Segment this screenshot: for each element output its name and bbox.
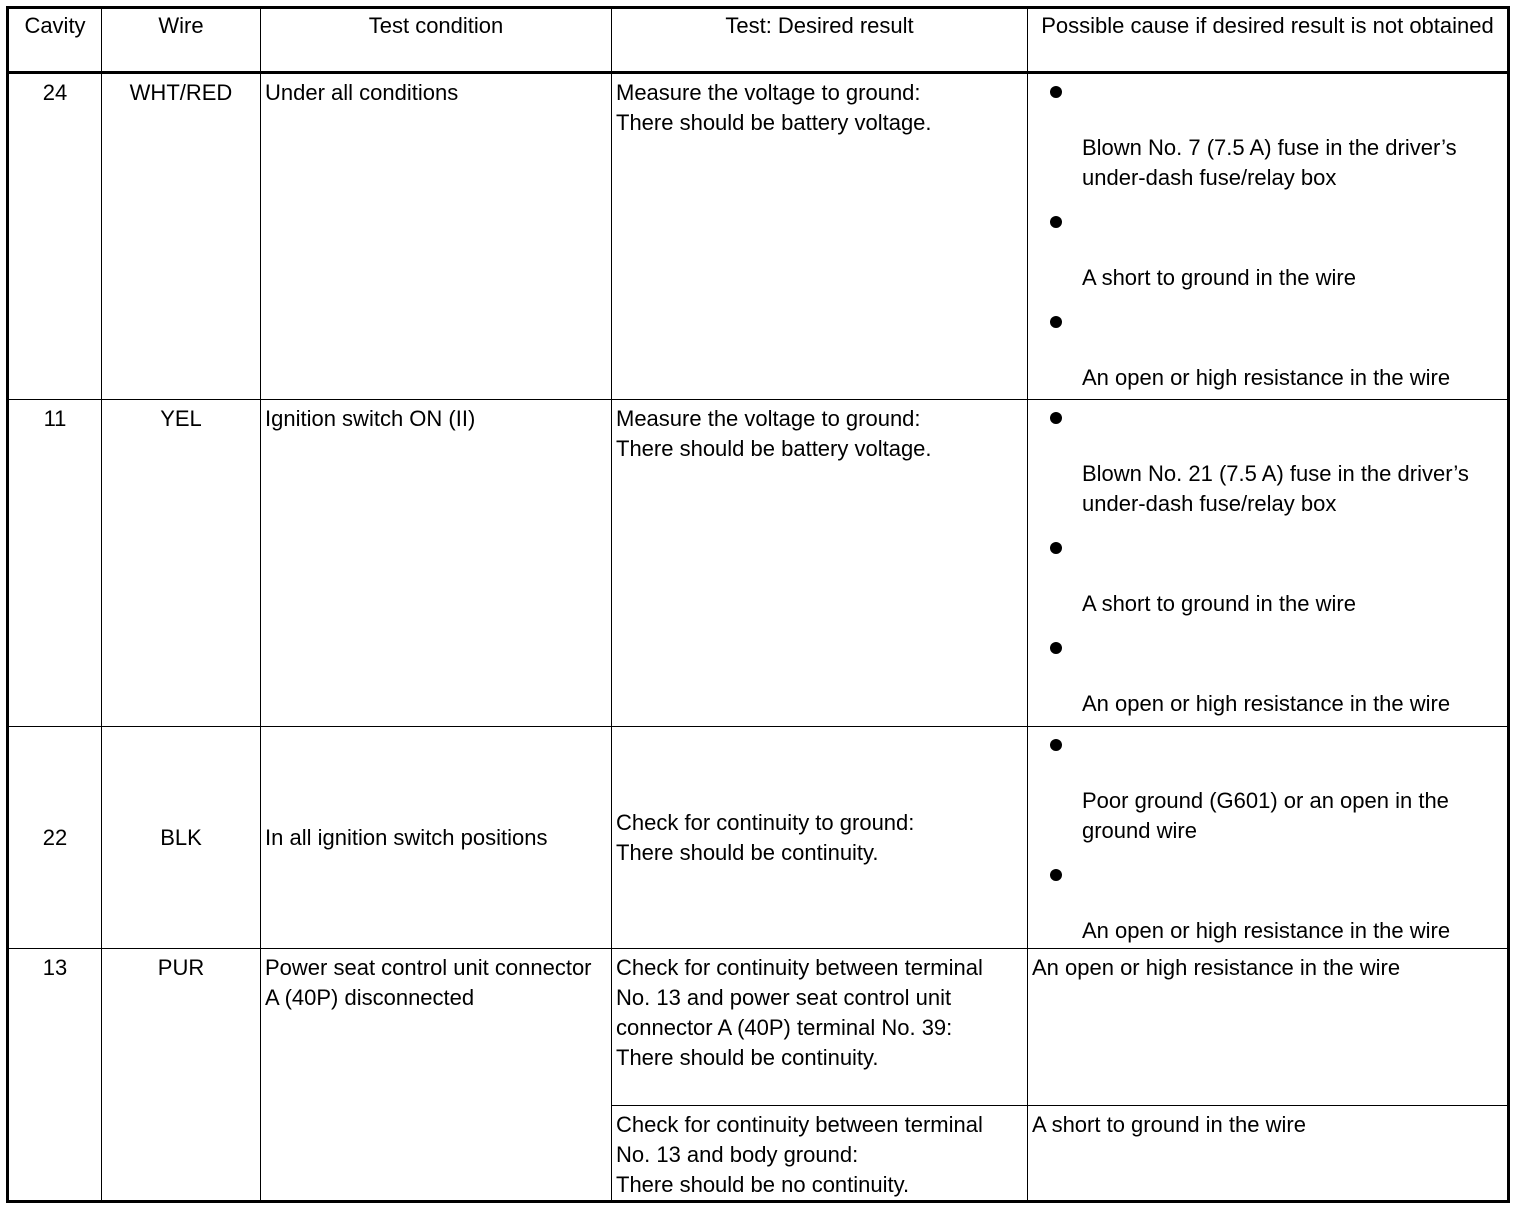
wire-cell: WHT/RED (102, 73, 261, 400)
cause-item (1028, 731, 1501, 846)
result-cell (612, 1106, 1028, 1202)
result-cell (612, 727, 1028, 949)
cause-text: An open or high resistance in the wire (1082, 691, 1451, 716)
result-cell (612, 73, 1028, 400)
cause-item (1028, 634, 1501, 719)
wire-cell: BLK (102, 727, 261, 949)
header-row (8, 8, 1509, 73)
cause-text: Blown No. 7 (7.5 A) fuse in the driver’s under-dash fuse/relay box (1082, 135, 1457, 190)
cause-text: Blown No. 21 (7.5 A) fuse in the driver’s under-dash fuse/relay box (1082, 461, 1469, 516)
header-possible-cause: Possible cause if desired result is not obtained (1028, 8, 1509, 73)
result-text: Check for continuity between terminal No. 13 and body ground: There should be no continuity. (616, 1112, 983, 1197)
cause-item (1028, 861, 1501, 946)
bullet-icon (1050, 642, 1062, 654)
cause-cell (1028, 73, 1509, 400)
cause-text: A short to ground in the wire (1082, 591, 1356, 616)
cause-item (1028, 534, 1501, 619)
cause-cell (1028, 400, 1509, 727)
bullet-icon (1050, 86, 1062, 98)
bullet-icon (1050, 316, 1062, 328)
cavity-cell: 24 (8, 73, 102, 400)
condition-cell: Under all conditions (261, 73, 612, 400)
wire-cell: PUR (102, 949, 261, 1202)
condition-cell: In all ignition switch positions (261, 727, 612, 949)
result-text: Check for continuity between terminal No. 13 and power seat control unit connector A (40P) terminal No. 39: There should be continuity. (616, 955, 983, 1070)
header-test-condition: Test condition (261, 8, 612, 73)
cavity-cell: 13 (8, 949, 102, 1202)
cause-cell: An open or high resistance in the wire (1028, 949, 1509, 1106)
cavity-cell: 11 (8, 400, 102, 727)
table-row (8, 73, 1509, 400)
bullet-icon (1050, 739, 1062, 751)
cause-text: A short to ground in the wire (1082, 265, 1356, 290)
table-row (8, 400, 1509, 727)
cause-item (1028, 78, 1501, 193)
bullet-icon (1050, 542, 1062, 554)
bullet-icon (1050, 216, 1062, 228)
result-cell (612, 949, 1028, 1106)
cause-text: Poor ground (G601) or an open in the ground wire (1082, 788, 1449, 843)
wire-cell: YEL (102, 400, 261, 727)
cause-item (1028, 208, 1501, 293)
header-desired-result: Test: Desired result (612, 8, 1028, 73)
cause-cell: A short to ground in the wire (1028, 1106, 1509, 1202)
header-cavity: Cavity (8, 8, 102, 73)
result-text: Measure the voltage to ground: There should be battery voltage. (616, 80, 932, 135)
result-text: Measure the voltage to ground: There should be battery voltage. (616, 406, 932, 461)
condition-cell: Power seat control unit connector A (40P) disconnected (261, 949, 612, 1202)
condition-cell: Ignition switch ON (II) (261, 400, 612, 727)
cause-text: An open or high resistance in the wire (1082, 918, 1451, 943)
cavity-cell: 22 (8, 727, 102, 949)
cause-text: An open or high resistance in the wire (1082, 365, 1451, 390)
cause-item (1028, 308, 1501, 393)
result-text: Check for continuity to ground: There should be continuity. (616, 809, 915, 865)
bullet-icon (1050, 412, 1062, 424)
header-wire: Wire (102, 8, 261, 73)
bullet-icon (1050, 869, 1062, 881)
result-cell (612, 400, 1028, 727)
table-row (8, 727, 1509, 949)
cause-cell (1028, 727, 1509, 949)
cause-item (1028, 404, 1501, 519)
table-row (8, 949, 1509, 1106)
troubleshooting-table (6, 6, 1510, 1203)
